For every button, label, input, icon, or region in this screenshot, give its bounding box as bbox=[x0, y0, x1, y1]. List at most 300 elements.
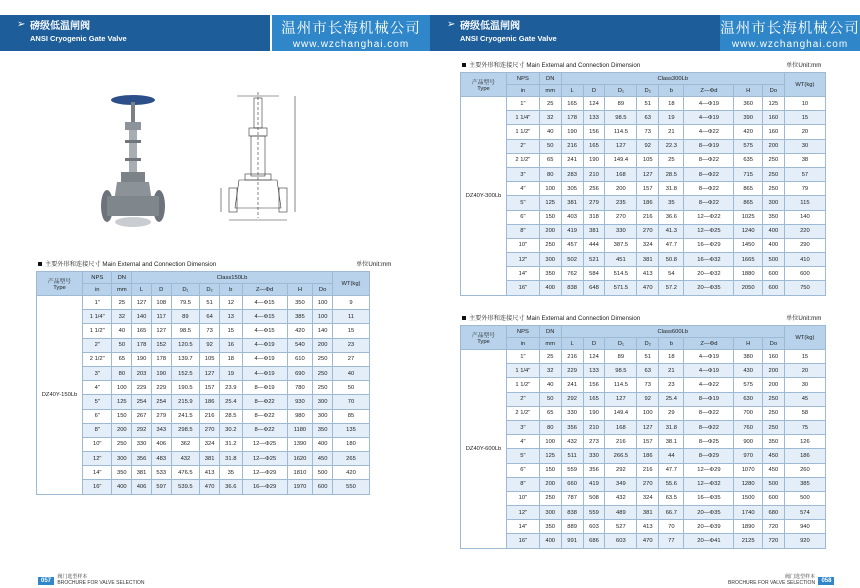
table-cell: 300 bbox=[112, 452, 132, 466]
company-banner bbox=[720, 15, 860, 51]
company-url: www.wzchanghai.com bbox=[731, 39, 849, 50]
table-cell: 157 bbox=[200, 381, 220, 395]
header-model bbox=[461, 326, 507, 350]
table-cell: 220 bbox=[784, 224, 825, 238]
table-cell: 920 bbox=[784, 534, 825, 548]
table-cell: 79 bbox=[784, 182, 825, 196]
table-cell: 273 bbox=[583, 435, 605, 449]
table-cell: 686 bbox=[583, 534, 605, 548]
table-cell: 127 bbox=[132, 296, 152, 310]
table-cell: 410 bbox=[784, 253, 825, 267]
table-cell: 256 bbox=[583, 182, 605, 196]
table-cell: 451 bbox=[605, 253, 637, 267]
table-cell: 29 bbox=[659, 406, 684, 420]
table-cell: 23 bbox=[332, 338, 369, 352]
header-mm: mm bbox=[112, 284, 132, 296]
page-number: 057 bbox=[38, 577, 54, 585]
table-cell: 15 bbox=[219, 324, 242, 338]
table-cell: 229 bbox=[132, 381, 152, 395]
table-cell: 540 bbox=[287, 338, 313, 352]
table-cell: 380 bbox=[734, 350, 763, 364]
table-cell: 64 bbox=[200, 310, 220, 324]
table-cell: 1 1/2" bbox=[507, 378, 540, 392]
table-cell: 1 1/4" bbox=[507, 111, 540, 125]
header-title bbox=[30, 17, 127, 43]
table-cell: 4" bbox=[507, 182, 540, 196]
table-cell: 413 bbox=[637, 520, 659, 534]
header-dim: Z—Φd bbox=[242, 284, 287, 296]
table-cell: 700 bbox=[734, 406, 763, 420]
header-dim: D₁ bbox=[605, 338, 637, 350]
table-cell: 1500 bbox=[734, 491, 763, 505]
table-cell: 305 bbox=[561, 182, 583, 196]
table-cell: 250 bbox=[762, 420, 784, 434]
header-title bbox=[460, 17, 557, 43]
table-cell: 89 bbox=[171, 310, 200, 324]
table-cell: 559 bbox=[583, 506, 605, 520]
table-cell: 660 bbox=[561, 477, 583, 491]
table-cell: 124 bbox=[583, 97, 605, 111]
table-cell: 241.5 bbox=[171, 409, 200, 423]
table-cell: 125 bbox=[762, 97, 784, 111]
table-cell: 680 bbox=[762, 506, 784, 520]
dimension-table-600 bbox=[460, 325, 826, 549]
table-cell: 381 bbox=[561, 196, 583, 210]
model-cell: DZ40Y-600Lb bbox=[461, 350, 507, 549]
table-row bbox=[461, 224, 826, 238]
table-cell: 597 bbox=[151, 480, 171, 494]
table-cell: 250 bbox=[762, 392, 784, 406]
table-cell: 270 bbox=[200, 423, 220, 437]
table-cell: 10" bbox=[507, 491, 540, 505]
table-cell: 356 bbox=[132, 452, 152, 466]
table-cell: 12—Φ22 bbox=[684, 210, 734, 224]
header-dim: D bbox=[583, 85, 605, 97]
table-cell: 168 bbox=[605, 420, 637, 434]
table-cell: 98.5 bbox=[605, 111, 637, 125]
table-cell: 150 bbox=[112, 409, 132, 423]
table-row bbox=[461, 420, 826, 434]
table-cell: 450 bbox=[762, 463, 784, 477]
table-cell: 190.5 bbox=[171, 381, 200, 395]
table-cell: 1810 bbox=[287, 466, 313, 480]
table-cell: 400 bbox=[313, 437, 333, 451]
table-cell: 12" bbox=[507, 506, 540, 520]
table-cell: 25.4 bbox=[659, 392, 684, 406]
table-cell: 25 bbox=[659, 153, 684, 167]
table-cell: 16—Φ32 bbox=[684, 253, 734, 267]
table-cell: 51 bbox=[637, 97, 659, 111]
table-cell: 432 bbox=[171, 452, 200, 466]
table-cell: 18 bbox=[659, 350, 684, 364]
table-cell: 559 bbox=[561, 463, 583, 477]
table-row bbox=[37, 395, 370, 409]
table-cell: 4" bbox=[507, 435, 540, 449]
table-cell: 991 bbox=[561, 534, 583, 548]
table-cell: 65 bbox=[539, 153, 561, 167]
table-cell: 190 bbox=[583, 406, 605, 420]
table-cell: 89 bbox=[605, 350, 637, 364]
table-cell: 250 bbox=[539, 238, 561, 252]
table-row bbox=[37, 296, 370, 310]
company-banner bbox=[272, 15, 430, 51]
table-cell: 720 bbox=[762, 520, 784, 534]
table-cell: 900 bbox=[734, 435, 763, 449]
table-cell: 865 bbox=[734, 196, 763, 210]
header-dim: b bbox=[659, 85, 684, 97]
header-dn: DN bbox=[539, 326, 561, 338]
table-cell: 603 bbox=[583, 520, 605, 534]
table-cell: 79.5 bbox=[171, 296, 200, 310]
table-cell: 254 bbox=[132, 395, 152, 409]
table-cell: 330 bbox=[132, 437, 152, 451]
table-row bbox=[37, 452, 370, 466]
table-cell: 16—Φ29 bbox=[684, 238, 734, 252]
table-cell: 12—Φ29 bbox=[242, 466, 287, 480]
table-cell: 200 bbox=[762, 364, 784, 378]
table-cell: 20—Φ39 bbox=[684, 520, 734, 534]
header-model-en: Type bbox=[53, 285, 66, 291]
table-cell: 690 bbox=[287, 366, 313, 380]
table-cell: 250 bbox=[762, 182, 784, 196]
table-cell: 20—Φ35 bbox=[684, 281, 734, 295]
table-cell: 648 bbox=[583, 281, 605, 295]
table-cell: 330 bbox=[561, 406, 583, 420]
table-cell: 127 bbox=[637, 167, 659, 181]
table-cell: 241 bbox=[561, 153, 583, 167]
table-cell: 92 bbox=[637, 392, 659, 406]
table-cell: 600 bbox=[762, 267, 784, 281]
table-cell: 406 bbox=[132, 480, 152, 494]
table-cell: 381 bbox=[637, 253, 659, 267]
table-cell: 11 bbox=[332, 310, 369, 324]
table-cell: 178 bbox=[151, 352, 171, 366]
table-cell: 200 bbox=[605, 182, 637, 196]
header-dn: DN bbox=[112, 272, 132, 284]
header-class: Class150Lb bbox=[132, 272, 333, 284]
table-cell: 575 bbox=[734, 378, 763, 392]
table-cell: 190 bbox=[583, 153, 605, 167]
table-cell: 70 bbox=[659, 520, 684, 534]
table-row bbox=[461, 97, 826, 111]
table-cell: 8—Φ22 bbox=[684, 167, 734, 181]
table-cell: 362 bbox=[171, 437, 200, 451]
table-cell: 250 bbox=[539, 491, 561, 505]
table-cell: 241 bbox=[561, 378, 583, 392]
table-cell: 300 bbox=[313, 395, 333, 409]
table-cell: 31.8 bbox=[659, 420, 684, 434]
table-cell: 419 bbox=[583, 477, 605, 491]
table-cell: 265 bbox=[332, 452, 369, 466]
table-cell: 4—Φ19 bbox=[242, 338, 287, 352]
header-dim: H bbox=[287, 284, 313, 296]
table-cell: 80 bbox=[112, 366, 132, 380]
table-cell: 25.4 bbox=[219, 395, 242, 409]
table-cell: 15 bbox=[784, 350, 825, 364]
table-cell: 216 bbox=[561, 139, 583, 153]
table-cell: 508 bbox=[583, 491, 605, 505]
table-cell: 400 bbox=[539, 281, 561, 295]
table-cell: 413 bbox=[200, 466, 220, 480]
header-dim: D₂ bbox=[637, 85, 659, 97]
table-cell: 190 bbox=[561, 125, 583, 139]
table-cell: 22.3 bbox=[659, 139, 684, 153]
table-cell: 400 bbox=[762, 238, 784, 252]
table-cell: 470 bbox=[200, 480, 220, 494]
table-cell: 63.5 bbox=[659, 491, 684, 505]
table-cell: 5" bbox=[507, 449, 540, 463]
header-nps: NPS bbox=[83, 272, 112, 284]
section-heading-300 bbox=[462, 60, 640, 69]
table-cell: 216 bbox=[605, 435, 637, 449]
section-label: 主要外形和连接尺寸 Main External and Connection Dimension bbox=[469, 315, 641, 322]
table-cell: 250 bbox=[313, 352, 333, 366]
table-cell: 1450 bbox=[734, 238, 763, 252]
table-cell: 250 bbox=[313, 366, 333, 380]
table-cell: 20—Φ41 bbox=[684, 534, 734, 548]
table-cell: 930 bbox=[287, 395, 313, 409]
header-model-en: Type bbox=[477, 339, 490, 345]
header-dim: Do bbox=[762, 338, 784, 350]
table-row bbox=[461, 167, 826, 181]
table-cell: 539.5 bbox=[171, 480, 200, 494]
table-cell: 720 bbox=[762, 534, 784, 548]
header-model bbox=[461, 73, 507, 97]
brochure-en: BROCHURE FOR VALVE SELECTION bbox=[57, 579, 145, 586]
table-cell: 715 bbox=[734, 167, 763, 181]
table-row bbox=[461, 196, 826, 210]
table-cell: 4—Φ22 bbox=[684, 378, 734, 392]
table-cell: 8—Φ22 bbox=[684, 420, 734, 434]
table-row bbox=[461, 253, 826, 267]
table-cell: 186 bbox=[637, 449, 659, 463]
table-cell: 600 bbox=[784, 267, 825, 281]
footer-right bbox=[728, 575, 834, 586]
table-cell: 50 bbox=[332, 381, 369, 395]
table-row bbox=[461, 477, 826, 491]
table-cell: 66.7 bbox=[659, 506, 684, 520]
table-cell: 80 bbox=[539, 167, 561, 181]
table-cell: 14" bbox=[83, 466, 112, 480]
unit-label: 单位Unit:mm bbox=[786, 62, 822, 69]
section-label: 主要外形和连接尺寸 Main External and Connection Dimension bbox=[45, 261, 217, 268]
table-cell: 450 bbox=[762, 449, 784, 463]
table-cell: 630 bbox=[734, 392, 763, 406]
table-cell: 1 1/4" bbox=[83, 310, 112, 324]
table-cell: 4—Φ19 bbox=[242, 352, 287, 366]
table-cell: 406 bbox=[151, 437, 171, 451]
table-cell: 8—Φ22 bbox=[684, 182, 734, 196]
table-cell: 73 bbox=[637, 125, 659, 139]
table-cell: 250 bbox=[762, 406, 784, 420]
table-cell: 533 bbox=[151, 466, 171, 480]
table-cell: 40 bbox=[539, 125, 561, 139]
table-cell: 300 bbox=[313, 409, 333, 423]
table-cell: 400 bbox=[762, 224, 784, 238]
table-cell: 4—Φ22 bbox=[684, 125, 734, 139]
table-cell: 216 bbox=[637, 210, 659, 224]
table-cell: 85 bbox=[332, 409, 369, 423]
dimension-table-300 bbox=[460, 72, 826, 296]
table-cell: 350 bbox=[762, 210, 784, 224]
table-cell: 50 bbox=[112, 338, 132, 352]
table-cell: 349 bbox=[605, 477, 637, 491]
table-cell: 18 bbox=[659, 97, 684, 111]
table-cell: 92 bbox=[200, 338, 220, 352]
table-cell: 324 bbox=[200, 437, 220, 451]
company-name: 温州市长海机械公司 bbox=[281, 21, 421, 37]
table-row bbox=[461, 435, 826, 449]
header-dim: D₂ bbox=[200, 284, 220, 296]
table-cell: 25 bbox=[539, 350, 561, 364]
table-cell: 168 bbox=[605, 167, 637, 181]
table-cell: 420 bbox=[287, 324, 313, 338]
table-cell: 12—Φ32 bbox=[684, 477, 734, 491]
table-cell: 178 bbox=[561, 111, 583, 125]
table-cell: 350 bbox=[313, 423, 333, 437]
table-cell: 2" bbox=[507, 139, 540, 153]
table-row bbox=[461, 238, 826, 252]
table-cell: 127 bbox=[200, 366, 220, 380]
valve-drawing bbox=[215, 88, 315, 228]
table-cell: 254 bbox=[151, 395, 171, 409]
table-cell: 20 bbox=[784, 364, 825, 378]
table-cell: 2" bbox=[83, 338, 112, 352]
table-cell: 165 bbox=[583, 392, 605, 406]
table-cell: 20—Φ32 bbox=[684, 267, 734, 281]
table-cell: 457 bbox=[561, 238, 583, 252]
header-dim: L bbox=[561, 338, 583, 350]
table-cell: 300 bbox=[762, 196, 784, 210]
table-cell: 266.5 bbox=[605, 449, 637, 463]
header-dim: Do bbox=[313, 284, 333, 296]
table-cell: 787 bbox=[561, 491, 583, 505]
table-cell: 1620 bbox=[287, 452, 313, 466]
table-cell: 200 bbox=[762, 139, 784, 153]
page-number: 058 bbox=[818, 577, 834, 585]
table-row bbox=[37, 338, 370, 352]
table-cell: 8" bbox=[83, 423, 112, 437]
table-cell: 350 bbox=[539, 267, 561, 281]
table-cell: 77 bbox=[659, 534, 684, 548]
table-cell: 432 bbox=[605, 491, 637, 505]
table-cell: 300 bbox=[539, 506, 561, 520]
table-cell: 12" bbox=[507, 253, 540, 267]
table-cell: 2125 bbox=[734, 534, 763, 548]
table-cell: 13 bbox=[219, 310, 242, 324]
table-cell: 149.4 bbox=[605, 153, 637, 167]
table-cell: 25 bbox=[539, 97, 561, 111]
table-cell: 500 bbox=[313, 466, 333, 480]
table-cell: 1280 bbox=[734, 477, 763, 491]
table-cell: 16—Φ35 bbox=[684, 491, 734, 505]
unit-label: 单位Unit:mm bbox=[786, 315, 822, 322]
table-cell: 250 bbox=[313, 381, 333, 395]
table-cell: 105 bbox=[637, 153, 659, 167]
table-cell: 270 bbox=[637, 477, 659, 491]
table-cell: 215.9 bbox=[171, 395, 200, 409]
table-cell: 210 bbox=[583, 167, 605, 181]
table-cell: 450 bbox=[313, 452, 333, 466]
header-dn: DN bbox=[539, 73, 561, 85]
table-row bbox=[37, 409, 370, 423]
table-row bbox=[461, 111, 826, 125]
table-cell: 760 bbox=[734, 420, 763, 434]
table-cell: 521 bbox=[583, 253, 605, 267]
table-cell: 50 bbox=[539, 392, 561, 406]
table-cell: 98.5 bbox=[605, 364, 637, 378]
brochure-en: BROCHURE FOR VALVE SELECTION bbox=[728, 579, 816, 586]
header-nps: NPS bbox=[507, 326, 540, 338]
brochure-zh: 阀门选型样本 bbox=[57, 574, 88, 580]
table-cell: 318 bbox=[583, 210, 605, 224]
model-cell: DZ40Y-150Lb bbox=[37, 296, 83, 495]
table-cell: 38.1 bbox=[659, 435, 684, 449]
header-nps: NPS bbox=[507, 73, 540, 85]
table-cell: 290 bbox=[784, 238, 825, 252]
table-cell: 4—Φ19 bbox=[684, 111, 734, 125]
table-cell: 343 bbox=[151, 423, 171, 437]
table-row bbox=[461, 281, 826, 295]
table-row bbox=[461, 350, 826, 364]
table-cell: 31.8 bbox=[219, 452, 242, 466]
table-cell: 12 bbox=[219, 296, 242, 310]
table-cell: 216 bbox=[637, 463, 659, 477]
dimension-table-150 bbox=[36, 271, 370, 495]
header-dim: Z—Φd bbox=[684, 338, 734, 350]
table-cell: 20—Φ35 bbox=[684, 506, 734, 520]
table-cell: 838 bbox=[561, 281, 583, 295]
table-cell: 430 bbox=[734, 364, 763, 378]
table-cell: 600 bbox=[313, 480, 333, 494]
table-cell: 140 bbox=[784, 210, 825, 224]
table-cell: 21 bbox=[659, 125, 684, 139]
table-cell: 489 bbox=[605, 506, 637, 520]
table-cell: 3" bbox=[507, 420, 540, 434]
table-cell: 12" bbox=[83, 452, 112, 466]
header-dim: Z—Φd bbox=[684, 85, 734, 97]
table-cell: 125 bbox=[539, 449, 561, 463]
table-cell: 190 bbox=[132, 352, 152, 366]
table-cell: 160 bbox=[762, 111, 784, 125]
table-cell: 80 bbox=[539, 420, 561, 434]
bullet-square-icon bbox=[38, 262, 42, 266]
table-cell: 54 bbox=[659, 267, 684, 281]
table-cell: 4—Φ15 bbox=[242, 324, 287, 338]
table-cell: 100 bbox=[313, 310, 333, 324]
table-cell: 57.2 bbox=[659, 281, 684, 295]
table-cell: 250 bbox=[762, 167, 784, 181]
table-row bbox=[461, 449, 826, 463]
table-cell: 229 bbox=[151, 381, 171, 395]
table-cell: 350 bbox=[762, 435, 784, 449]
table-cell: 125 bbox=[539, 196, 561, 210]
table-cell: 350 bbox=[539, 520, 561, 534]
table-cell: 5" bbox=[507, 196, 540, 210]
table-cell: 165 bbox=[583, 139, 605, 153]
title-zh: 磅级低温闸阀 bbox=[30, 21, 90, 32]
table-row bbox=[461, 463, 826, 477]
table-cell: 1 1/2" bbox=[83, 324, 112, 338]
table-cell: 40 bbox=[539, 378, 561, 392]
table-cell: 235 bbox=[605, 196, 637, 210]
table-cell: 73 bbox=[637, 378, 659, 392]
table-cell: 135 bbox=[332, 423, 369, 437]
table-cell: 1 1/2" bbox=[507, 125, 540, 139]
table-cell: 180 bbox=[332, 437, 369, 451]
table-cell: 8—Φ19 bbox=[684, 392, 734, 406]
table-row bbox=[461, 125, 826, 139]
